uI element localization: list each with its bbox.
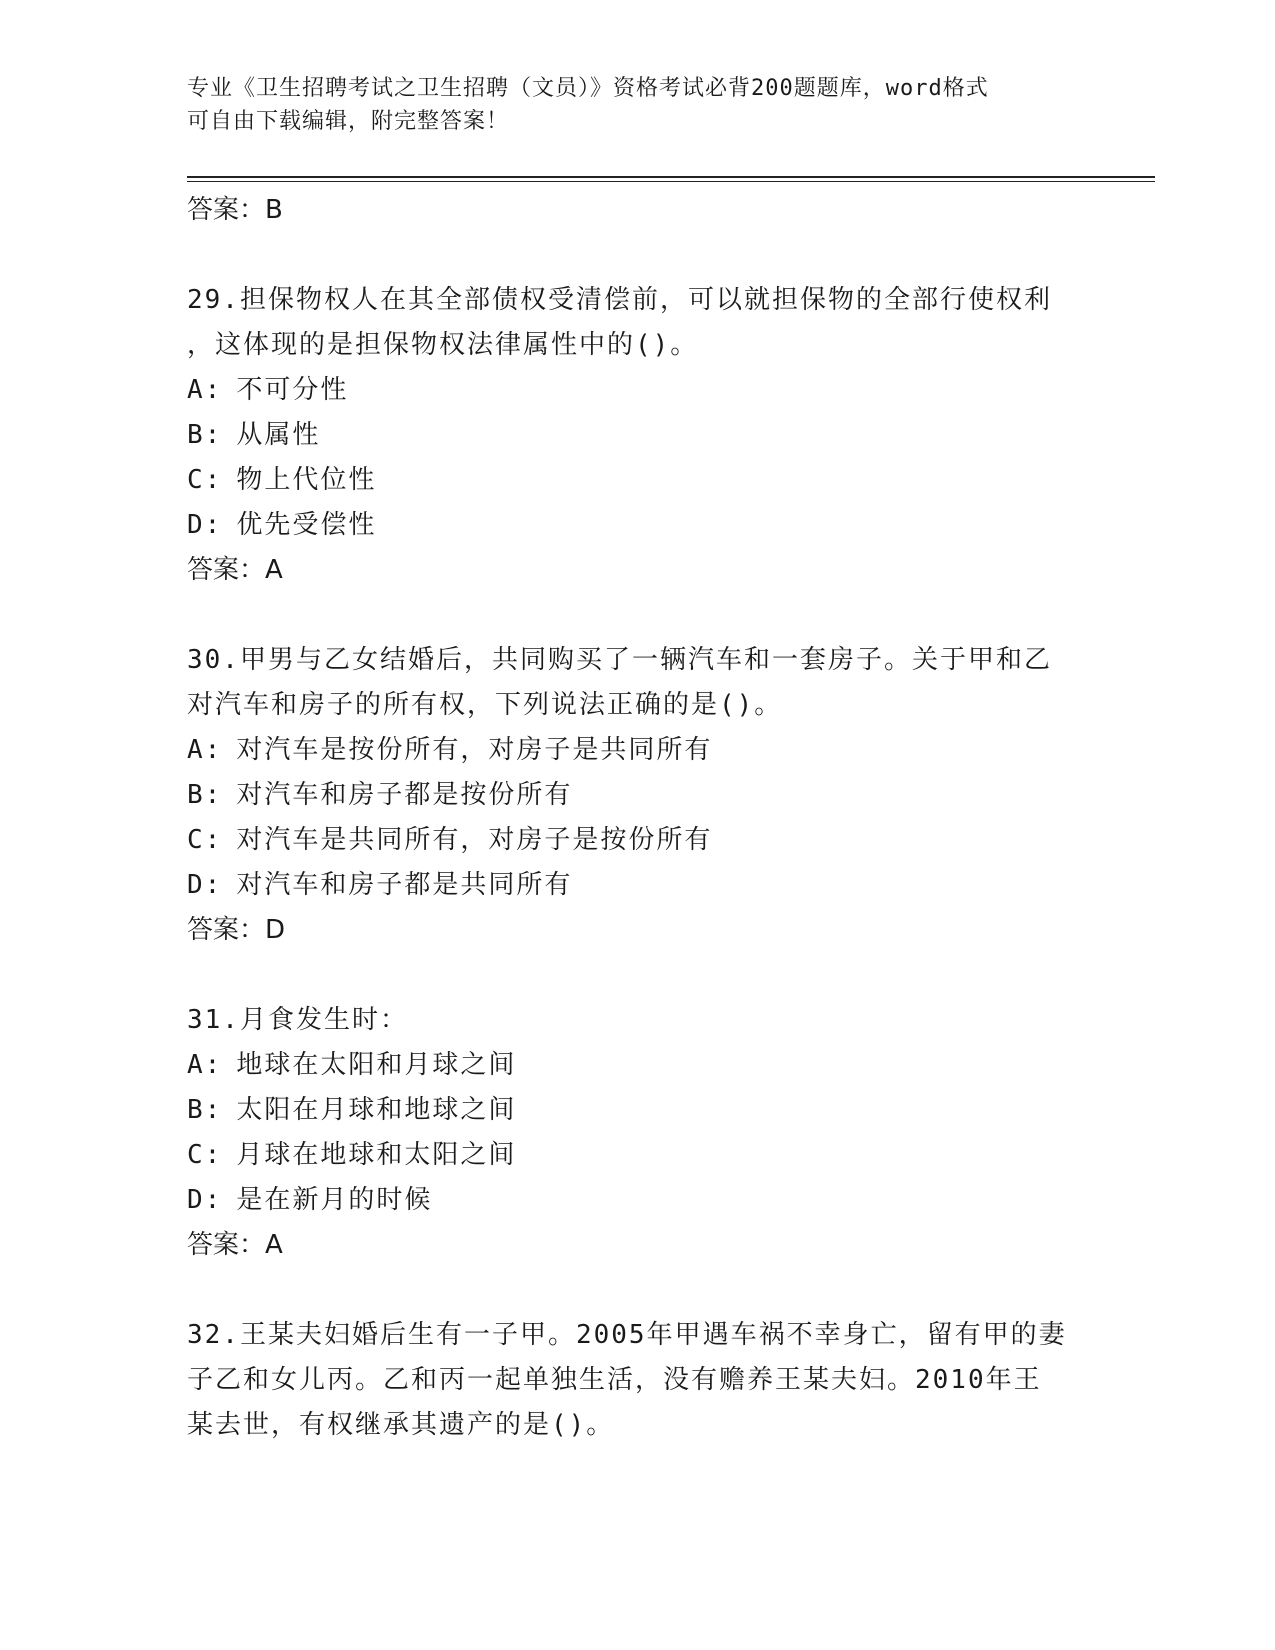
option-text: 对汽车是按份所有，对房子是共同所有 [236, 735, 713, 765]
question-29-option-c [187, 458, 1087, 503]
question-32-line-2: 子乙和女儿丙。乙和丙一起单独生活，没有赡养王某夫妇。2010年王 [187, 1365, 1042, 1395]
option-text: 对汽车和房子都是按份所有 [236, 780, 573, 810]
option-text: 地球在太阳和月球之间 [236, 1050, 517, 1080]
question-29-line-2: ，这体现的是担保物权法律属性中的()。 [187, 330, 699, 360]
question-30 [187, 638, 1087, 953]
option-letter: A: [187, 735, 223, 765]
answer-30: 答案：D [187, 915, 286, 945]
option-letter: B: [187, 1095, 223, 1125]
question-31-option-b [187, 1088, 1087, 1133]
option-letter: B: [187, 420, 223, 450]
option-letter: C: [187, 825, 223, 855]
question-29 [187, 278, 1087, 593]
option-text: 太阳在月球和地球之间 [236, 1095, 517, 1125]
option-text: 是在新月的时候 [236, 1185, 433, 1215]
question-30-line-1: 30.甲男与乙女结婚后，共同购买了一辆汽车和一套房子。关于甲和乙 [187, 645, 1052, 675]
spacer [187, 1268, 1087, 1313]
option-letter: D: [187, 870, 223, 900]
header-line-2: 可自由下载编辑，附完整答案！ [187, 109, 510, 134]
question-30-option-d [187, 863, 1087, 908]
spacer [187, 593, 1087, 638]
question-30-option-b [187, 773, 1087, 818]
option-letter: B: [187, 780, 223, 810]
question-29-option-b [187, 413, 1087, 458]
question-32-line-3: 某去世，有权继承其遗产的是()。 [187, 1410, 615, 1440]
question-32 [187, 1313, 1087, 1448]
option-text: 从属性 [236, 420, 321, 450]
option-letter: D: [187, 1185, 223, 1215]
question-29-line-1: 29.担保物权人在其全部债权受清偿前，可以就担保物的全部行使权利 [187, 285, 1052, 315]
option-text: 对汽车和房子都是共同所有 [236, 870, 573, 900]
option-text: 物上代位性 [236, 465, 377, 495]
spacer [187, 953, 1087, 998]
answer-31: 答案：A [187, 1230, 283, 1260]
question-31-option-a [187, 1043, 1087, 1088]
answer-28: 答案：B [187, 195, 283, 225]
header-divider-thin [187, 181, 1155, 182]
option-letter: D: [187, 510, 223, 540]
question-content [187, 188, 1087, 1448]
question-31-option-c [187, 1133, 1087, 1178]
option-letter: A: [187, 1050, 223, 1080]
question-31 [187, 998, 1087, 1268]
option-letter: A: [187, 375, 223, 405]
question-31-line-1: 31.月食发生时： [187, 1005, 408, 1035]
question-29-option-d [187, 503, 1087, 548]
question-32-line-1: 32.王某夫妇婚后生有一子甲。2005年甲遇车祸不幸身亡，留有甲的妻 [187, 1320, 1067, 1350]
question-30-option-a [187, 728, 1087, 773]
spacer [187, 233, 1087, 278]
header-divider-thick [187, 176, 1155, 178]
option-letter: C: [187, 465, 223, 495]
option-text: 对汽车是共同所有，对房子是按份所有 [236, 825, 713, 855]
option-text: 月球在地球和太阳之间 [236, 1140, 517, 1170]
question-30-line-2: 对汽车和房子的所有权，下列说法正确的是()。 [187, 690, 783, 720]
header-line-1: 专业《卫生招聘考试之卫生招聘（文员）》资格考试必背200题题库，word格式 [187, 76, 989, 101]
page-header [187, 72, 1087, 138]
option-text: 优先受偿性 [236, 510, 377, 540]
option-text: 不可分性 [236, 375, 349, 405]
question-29-option-a [187, 368, 1087, 413]
answer-29: 答案：A [187, 555, 283, 585]
question-30-option-c [187, 818, 1087, 863]
question-31-option-d [187, 1178, 1087, 1223]
option-letter: C: [187, 1140, 223, 1170]
